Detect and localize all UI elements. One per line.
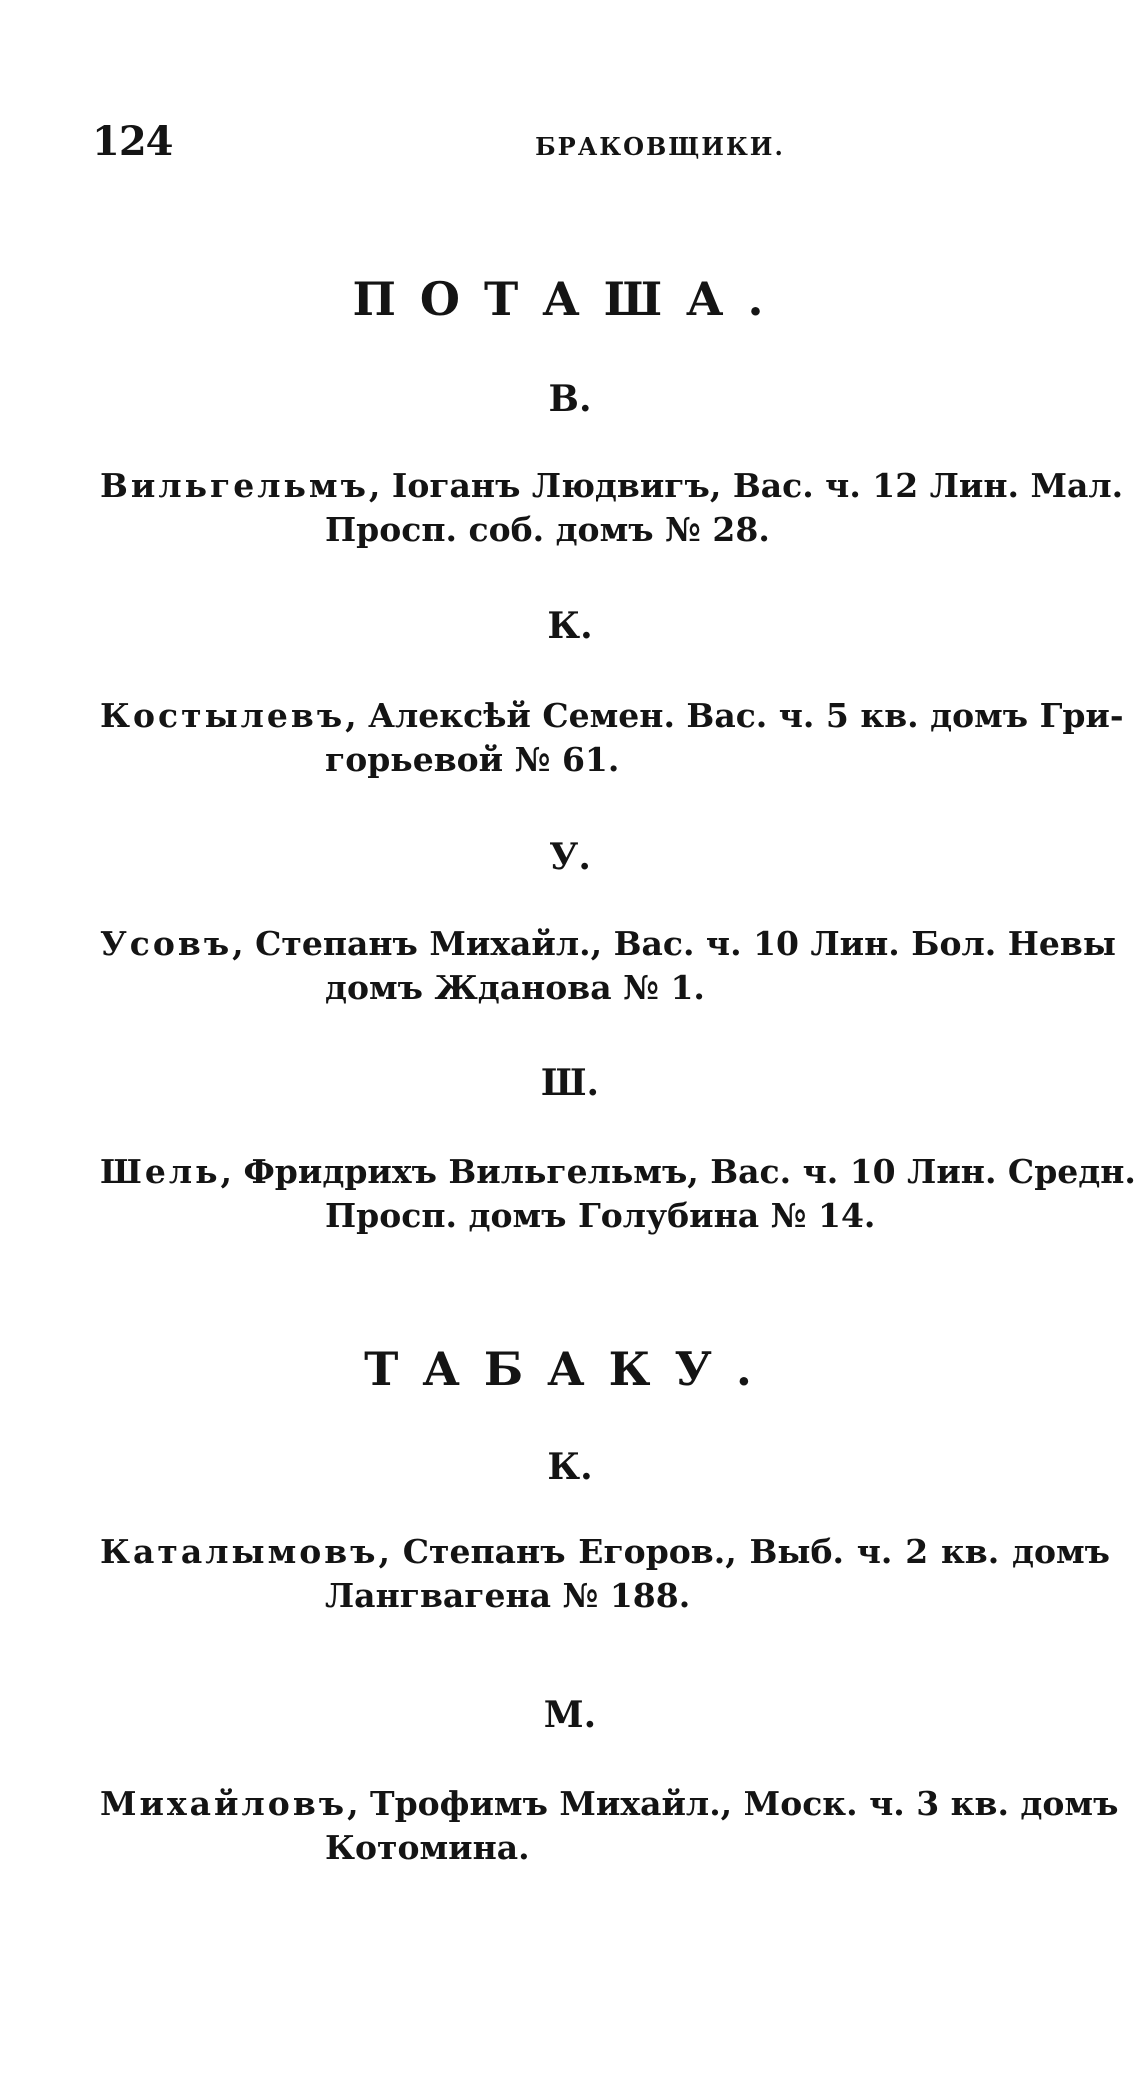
entry-line-2: Лангвагена № 188. — [325, 1576, 691, 1615]
entry-details: , Трофимъ Михайл., Моск. ч. 3 кв. домъ — [347, 1784, 1119, 1823]
entry-surname: Каталымовъ — [100, 1532, 379, 1571]
entry-shel — [100, 1150, 1136, 1238]
entry-line-2: Просп. соб. домъ № 28. — [325, 510, 770, 549]
entry-line-2: домъ Жданова № 1. — [325, 968, 705, 1007]
letter-heading-m: М. — [543, 1694, 597, 1736]
letter-heading-v: В. — [548, 378, 592, 420]
entry-usov — [100, 922, 1116, 1010]
entry-surname: Вильгельмъ — [100, 466, 369, 505]
entry-mikhailov — [100, 1782, 1119, 1870]
letter-heading-sh: Ш. — [540, 1062, 600, 1104]
entry-line-2: Котомина. — [325, 1828, 530, 1867]
entry-kostylev — [100, 694, 1124, 782]
letter-heading-k-2: К. — [547, 1446, 593, 1488]
entry-details: , Іоганъ Людвигъ, Вас. ч. 12 Лин. Мал. — [368, 466, 1124, 505]
entry-katalymov — [100, 1530, 1110, 1618]
entry-line-1 — [100, 1782, 1119, 1826]
entry-details: , Степанъ Михайл., Вас. ч. 10 Лин. Бол. Невы — [232, 924, 1116, 963]
section-title-tobacco: ТАБАКУ. — [364, 1342, 776, 1396]
entry-line-2: горьевой № 61. — [325, 740, 620, 779]
letter-heading-u: У. — [549, 836, 591, 878]
entry-line-1 — [100, 922, 1116, 966]
entry-line-1 — [100, 1150, 1136, 1194]
entry-wilhelm — [100, 464, 1124, 552]
entry-surname: Михайловъ — [100, 1784, 348, 1823]
section-title-potash: ПОТАША. — [352, 272, 788, 326]
entry-line-1 — [100, 694, 1124, 738]
entry-details: , Алексѣй Семен. Вас. ч. 5 кв. домъ Гри- — [345, 696, 1124, 735]
entry-surname: Усовъ — [100, 924, 233, 963]
entry-line-1 — [100, 464, 1124, 508]
entry-surname: Шель — [100, 1152, 221, 1191]
letter-heading-k: К. — [547, 605, 593, 647]
entry-surname: Костылевъ — [100, 696, 346, 735]
entry-line-2: Просп. домъ Голубина № 14. — [325, 1196, 876, 1235]
entry-details: , Степанъ Егоров., Выб. ч. 2 кв. домъ — [378, 1532, 1110, 1571]
entry-line-1 — [100, 1530, 1110, 1574]
running-title: БРАКОВЩИКИ. — [535, 132, 785, 161]
entry-details: , Фридрихъ Вильгельмъ, Вас. ч. 10 Лин. Средн. — [220, 1152, 1136, 1191]
page-number: 124 — [92, 118, 173, 165]
